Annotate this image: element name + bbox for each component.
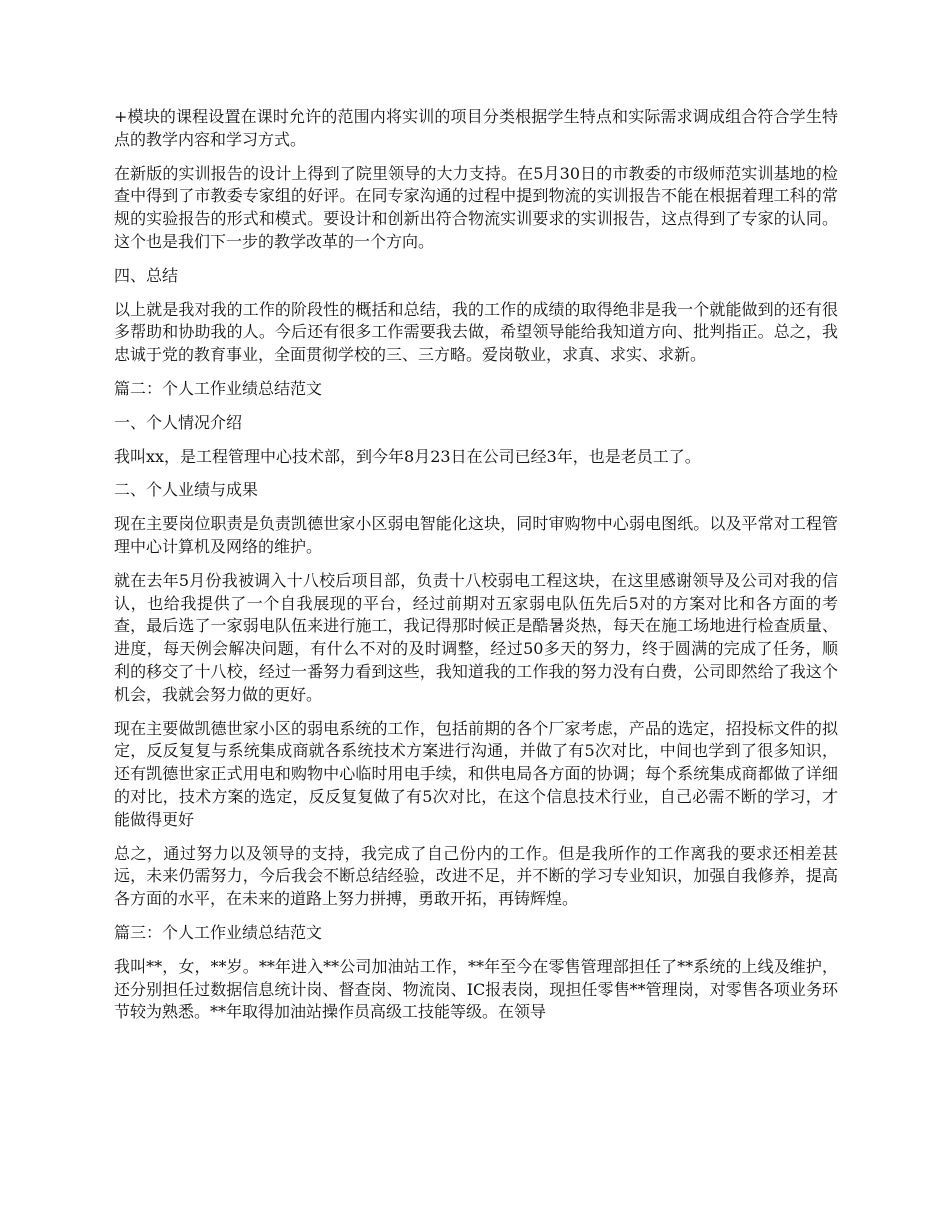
article-heading-part3: 篇三：个人工作业绩总结范文 bbox=[114, 922, 323, 942]
paragraph-part3-intro: 我叫**，女，**岁。**年进入**公司加油站工作，**年至今在零售管理部担任了**系统的上线及维护，还分别担任过数据信息统计岗、督查岗、物流岗、IC报表岗，现担任零售**管理岗，对零售各项业务环节较为熟悉。**年取得加油站操作员高级工技能等级。在领导 bbox=[114, 956, 838, 1022]
paragraph-current-duties: 现在主要岗位职责是负责凯德世家小区弱电智能化这块，同时审购物中心弱电图纸。以及平常对工程管理中心计算机及网络的维护。 bbox=[114, 514, 838, 556]
section-heading-summary: 四、总结 bbox=[114, 265, 179, 285]
paragraph-conclusion: 总之，通过努力以及领导的支持，我完成了自己份内的工作。但是我所作的工作离我的要求还相差甚远，未来仍需努力，今后我会不断总结经验，改进不足，并不断的学习专业知识，加强自我修养，提高各方面的水平，在未来的道路上努力拼搏，勇敢开拓，再铸辉煌。 bbox=[114, 843, 838, 909]
article-heading-part2: 篇二：个人工作业绩总结范文 bbox=[114, 378, 323, 398]
paragraph-personal-intro: 我叫xx，是工程管理中心技术部，到今年8月23日在公司已经3年，也是老员工了。 bbox=[114, 446, 701, 466]
paragraph-summary: 以上就是我对我的工作的阶段性的概括和总结，我的工作的成绩的取得绝非是我一个就能做到的还有很多帮助和协助我的人。今后还有很多工作需要我去做，希望领导能给我知道方向、批判指正。总之，我忠诚于党的教育事业，全面贯彻学校的三、三方略。爱岗敬业，求真、求实、求新。 bbox=[114, 299, 838, 365]
document-body bbox=[114, 106, 838, 1035]
section-heading-personal-intro: 一、个人情况介绍 bbox=[114, 412, 243, 432]
paragraph-course-setup: +模块的课程设置在课时允许的范围内将实训的项目分类根据学生特点和实际需求调成组合符合学生特点的教学内容和学习方式。 bbox=[114, 107, 838, 149]
paragraph-training-report: 在新版的实训报告的设计上得到了院里领导的大力支持。在5月30日的市教委的市级师范实训基地的检查中得到了市教委专家组的好评。在同专家沟通的过程中提到物流的实训报告不能在根据着理工科的常规的实验报告的形式和模式。要设计和创新出符合物流实训要求的实训报告，这点得到了专家的认同。这个也是我们下一步的教学改革的一个方向。 bbox=[114, 163, 838, 251]
paragraph-school-project: 就在去年5月份我被调入十八校后项目部，负责十八校弱电工程这块，在这里感谢领导及公司对我的信认，也给我提供了一个自我展现的平台，经过前期对五家弱电队伍先后5对的方案对比和各方面的考查，最后选了一家弱电队伍来进行施工，我记得那时候正是酷暑炎热，每天在施工场地进行检查质量、进度，每天例会解决问题，有什么不对的及时调整，经过50多天的努力，终于圆满的完成了任务，顺利的移交了十八校，经过一番努力看到这些，我知道我的工作我的努力没有白费，公司即然给了我这个机会，我就会努力做的更好。 bbox=[114, 570, 838, 704]
paragraph-current-work: 现在主要做凯德世家小区的弱电系统的工作，包括前期的各个厂家考虑，产品的选定，招投标文件的拟定，反反复复与系统集成商就各系统技术方案进行沟通，并做了有5次对比，中间也学到了很多知识，还有凯德世家正式用电和购物中心临时用电手续，和供电局各方面的协调；每个系统集成商都做了详细的对比，技术方案的选定，反反复复做了有5次对比，在这个信息技术行业，自己必需不断的学习，才能做得更好 bbox=[114, 718, 838, 829]
section-heading-achievements: 二、个人业绩与成果 bbox=[114, 480, 259, 500]
